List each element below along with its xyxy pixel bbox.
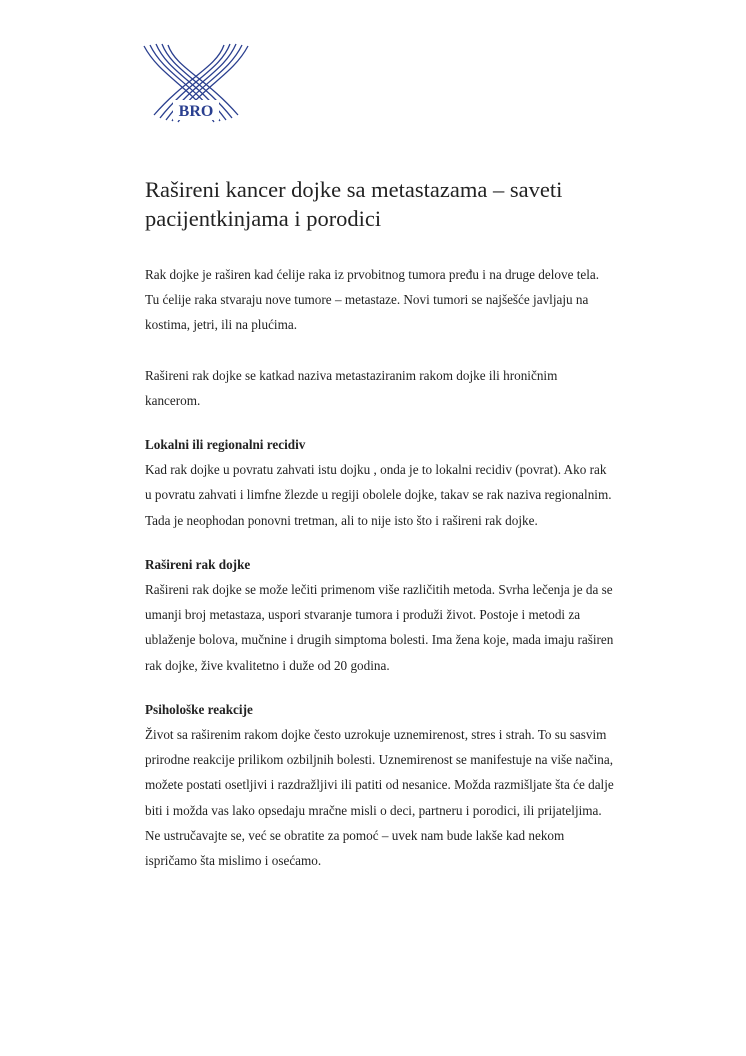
section-spread-cancer (145, 552, 615, 678)
ribbon-logo-icon (140, 42, 252, 124)
logo-text: BRO (178, 103, 214, 120)
section-heading: Rašireni rak dojke (145, 556, 251, 572)
bro-logo (140, 42, 252, 124)
section-heading: Psihološke reakcije (145, 701, 253, 717)
intro-paragraph-1: Rak dojke je raširen kad ćelije raka iz prvobitnog tumora pređu i na druge delove tela. Tu ćelije raka stvaraju nove tumore – metastaze. Novi tumori se najšešće javljaju na kostima, jetri, ili na plućima. (145, 267, 600, 333)
section-text: Kad rak dojke u povratu zahvati istu dojku , onda je to lokalni recidiv (povrat). Ako rak u povratu zahvati i limfne žlezde u regiji obolele dojke, takav se rak naziva regionalnim. Tada je neophodan ponovni tretman, ali to nije isto što i rašireni rak dojke. (145, 462, 612, 528)
section-local-recidiv (145, 432, 615, 533)
section-heading: Lokalni ili regionalni recidiv (145, 437, 306, 453)
section-text: Rašireni rak dojke se može lečiti primenom više različitih metoda. Svrha lečenja je da se umanji broj metastaza, uspori stvaranje tumora i produži život. Postoje i metodi za ublaženje bolova, mučnine i drugih simptoma bolesti. Ima žena koje, mada imaju raširen rak dojke, žive kvalitetno i duže od 20 godina. (145, 582, 614, 673)
intro-paragraph-2: Rašireni rak dojke se katkad naziva metastaziranim rakom dojke ili hroničnim kancerom. (145, 367, 558, 408)
section-psychological (145, 697, 615, 873)
document-body (145, 262, 615, 892)
page-title: Rašireni kancer dojke sa metastazama – saveti pacijentkinjama i porodici (145, 177, 563, 231)
section-text: Život sa raširenim rakom dojke često uzrokuje uznemirenost, stres i strah. To su sasvim prirodne reakcije prilikom ozbiljnih bolesti. Uznemirenost se manifestuje na više načina, možete postati osetljivi i razdražljivi ili patiti od nesanice. Možda razmišljate šta će dalje biti i možda vas lako opsedaju mračne misli o deci, partneru i porodici, ili prijateljima. Ne ustručavajte se, već se obratite za pomoć – uvek nam bude lakše kad nekom ispričamo šta mislimo i osećamo. (145, 727, 614, 869)
